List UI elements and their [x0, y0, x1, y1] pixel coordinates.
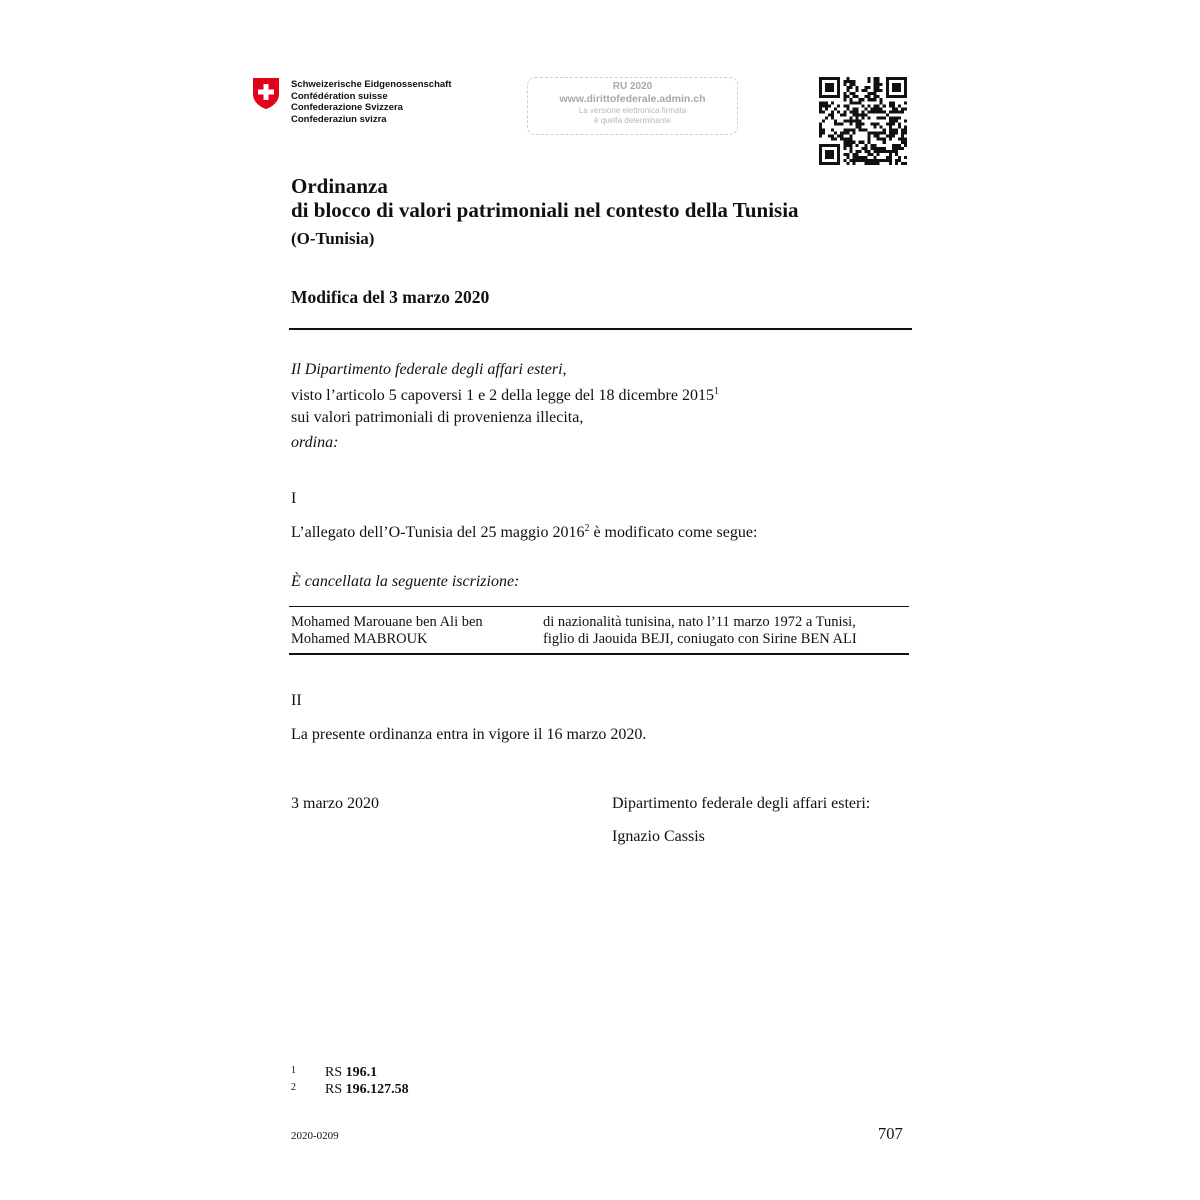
footnote-ref-2[interactable]: 2 — [584, 523, 590, 534]
confederation-name-fr: Confédération suisse — [291, 90, 388, 102]
footnote-2-number: 2 — [291, 1082, 296, 1093]
title-line-1: Ordinanza — [291, 174, 388, 198]
footnote-1-number: 1 — [291, 1065, 296, 1076]
entry-description — [543, 614, 857, 648]
title-divider — [289, 328, 912, 330]
footnote-2-prefix: RS — [325, 1082, 346, 1097]
signature-department: Dipartimento federale degli affari esteri: — [612, 795, 871, 812]
amendment-heading: Modifica del 3 marzo 2020 — [291, 287, 490, 307]
official-publication-stamp — [527, 77, 738, 135]
preamble-ordains: ordina: — [291, 434, 339, 451]
footnote-2 — [291, 1080, 409, 1097]
section-2-text: La presente ordinanza entra in vigore il 16 marzo 2020. — [291, 726, 647, 743]
entry-name-line-2: Mohamed MABROUK — [291, 631, 428, 647]
preamble-legal-basis-text: visto l’articolo 5 capoversi 1 e 2 della legge del 18 dicembre 2015 — [291, 387, 714, 404]
entry-description-line-1: di nazionalità tunisina, nato l’11 marzo 1972 a Tunisi, — [543, 614, 856, 630]
entry-description-line-2: figlio di Jaouida BEJI, coniugato con Sirine BEN ALI — [543, 631, 857, 647]
section-1-text — [291, 522, 757, 544]
signature-date: 3 marzo 2020 — [291, 795, 379, 812]
footnote-2-ref[interactable]: 196.127.58 — [345, 1082, 409, 1097]
stamp-note-1: La versione elettronica firmata — [578, 106, 687, 115]
confederation-names — [291, 79, 452, 125]
confederation-name-rm: Confederaziun svizra — [291, 113, 387, 125]
preamble-authority: Il Dipartimento federale degli affari esteri, — [291, 361, 567, 378]
preamble-legal-basis-cont: sui valori patrimoniali di provenienza illecita, — [291, 409, 584, 426]
page-number: 707 — [878, 1124, 903, 1143]
section-1-text-end: è modificato come segue: — [589, 524, 758, 541]
stamp-note-2: è quella determinante — [594, 116, 671, 125]
deleted-entry-heading: È cancellata la seguente iscrizione: — [291, 573, 520, 590]
footnote-ref-1[interactable]: 1 — [713, 386, 719, 397]
footnote-1 — [291, 1063, 377, 1080]
confederation-name-it: Confederazione Svizzera — [291, 102, 403, 113]
section-1-numeral: I — [291, 490, 297, 507]
signature-name: Ignazio Cassis — [612, 828, 705, 845]
qr-code — [819, 77, 907, 165]
footnote-1-prefix: RS — [325, 1065, 346, 1080]
table-top-rule — [289, 606, 909, 607]
document-number: 2020-0209 — [291, 1130, 339, 1142]
document-title — [291, 174, 799, 222]
stamp-collection: RU 2020 — [612, 81, 653, 92]
entry-name — [291, 614, 483, 648]
stamp-url: www.dirittofederale.admin.ch — [559, 93, 706, 105]
title-line-2: di blocco di valori patrimoniali nel contesto della Tunisia — [291, 198, 799, 222]
confederation-name-de: Schweizerische Eidgenossenschaft — [291, 79, 452, 90]
title-abbreviation: (O-Tunisia) — [291, 229, 375, 248]
table-bottom-rule — [289, 653, 909, 655]
footnote-1-ref[interactable]: 196.1 — [345, 1065, 378, 1080]
section-2-numeral: II — [291, 692, 302, 709]
section-1-text-start: L’allegato dell’O-Tunisia del 25 maggio 2016 — [291, 524, 585, 541]
swiss-crest-logo — [251, 76, 281, 110]
entry-name-line-1: Mohamed Marouane ben Ali ben — [291, 614, 483, 630]
preamble-legal-basis — [291, 385, 719, 407]
